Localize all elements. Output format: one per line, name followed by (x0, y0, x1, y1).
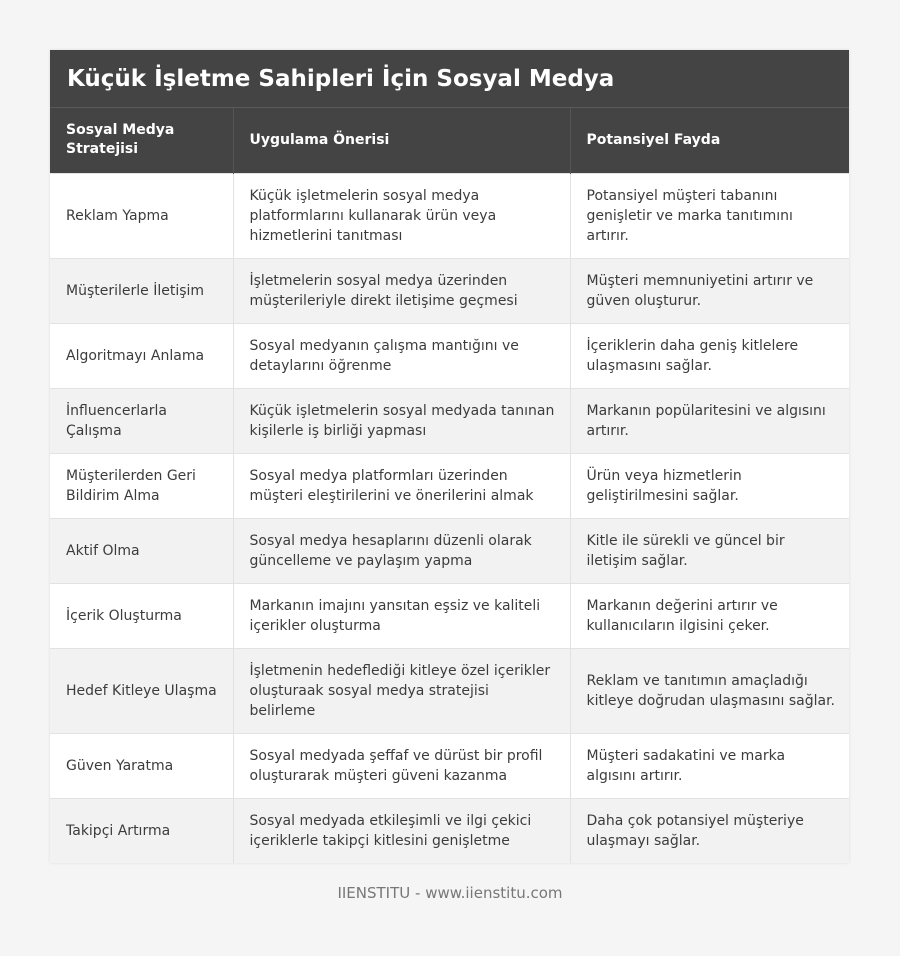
benefit-cell: Markanın popülaritesini ve algısını artırır. (570, 388, 849, 453)
strategy-cell: Müşterilerle İletişim (50, 258, 233, 323)
suggestion-cell: Küçük işletmelerin sosyal medya platformlarını kullanarak ürün veya hizmetlerini tanıtması (233, 173, 570, 258)
benefit-cell: Kitle ile sürekli ve güncel bir iletişim sağlar. (570, 518, 849, 583)
benefit-cell: Potansiyel müşteri tabanını genişletir ve marka tanıtımını artırır. (570, 173, 849, 258)
header-row (50, 108, 849, 173)
strategy-cell: Müşterilerden Geri Bildirim Alma (50, 453, 233, 518)
suggestion-cell: Sosyal medya platformları üzerinden müşteri eleştirilerini ve önerilerini almak (233, 453, 570, 518)
benefit-cell: İçeriklerin daha geniş kitlelere ulaşmasını sağlar. (570, 323, 849, 388)
benefit-cell: Müşteri sadakatini ve marka algısını artırır. (570, 733, 849, 798)
table-row (50, 798, 849, 863)
table-row (50, 648, 849, 733)
benefit-cell: Daha çok potansiyel müşteriye ulaşmayı sağlar. (570, 798, 849, 863)
table-row (50, 583, 849, 648)
table-row (50, 733, 849, 798)
strategy-cell: Hedef Kitleye Ulaşma (50, 648, 233, 733)
benefit-cell: Markanın değerini artırır ve kullanıcıların ilgisini çeker. (570, 583, 849, 648)
column-header-benefit: Potansiyel Fayda (570, 108, 849, 173)
table-row (50, 518, 849, 583)
benefit-cell: Ürün veya hizmetlerin geliştirilmesini sağlar. (570, 453, 849, 518)
strategy-table (50, 108, 849, 863)
suggestion-cell: Sosyal medyada şeffaf ve dürüst bir profil oluşturarak müşteri güveni kazanma (233, 733, 570, 798)
table-title: Küçük İşletme Sahipleri İçin Sosyal Medya (50, 50, 849, 108)
suggestion-cell: Markanın imajını yansıtan eşsiz ve kaliteli içerikler oluşturma (233, 583, 570, 648)
suggestion-cell: Sosyal medyada etkileşimli ve ilgi çekici içeriklerle takipçi kitlesini genişletme (233, 798, 570, 863)
suggestion-cell: Sosyal medyanın çalışma mantığını ve detaylarını öğrenme (233, 323, 570, 388)
strategy-cell: Reklam Yapma (50, 173, 233, 258)
footer-credit: IIENSTITU - www.iienstitu.com (337, 884, 563, 902)
suggestion-cell: Sosyal medya hesaplarını düzenli olarak güncelleme ve paylaşım yapma (233, 518, 570, 583)
strategy-cell: Takipçi Artırma (50, 798, 233, 863)
strategy-cell: İnfluencerlarla Çalışma (50, 388, 233, 453)
benefit-cell: Reklam ve tanıtımın amaçladığı kitleye doğrudan ulaşmasını sağlar. (570, 648, 849, 733)
table-row (50, 388, 849, 453)
column-header-suggestion: Uygulama Önerisi (233, 108, 570, 173)
suggestion-cell: Küçük işletmelerin sosyal medyada tanınan kişilerle iş birliği yapması (233, 388, 570, 453)
table-row (50, 258, 849, 323)
strategy-cell: İçerik Oluşturma (50, 583, 233, 648)
strategy-cell: Algoritmayı Anlama (50, 323, 233, 388)
suggestion-cell: İşletmelerin sosyal medya üzerinden müşterileriyle direkt iletişime geçmesi (233, 258, 570, 323)
suggestion-cell: İşletmenin hedeflediği kitleye özel içerikler oluşturaak sosyal medya stratejisi belirleme (233, 648, 570, 733)
strategy-cell: Güven Yaratma (50, 733, 233, 798)
strategy-cell: Aktif Olma (50, 518, 233, 583)
table-row (50, 173, 849, 258)
column-header-strategy: Sosyal Medya Stratejisi (50, 108, 233, 173)
table-row (50, 323, 849, 388)
benefit-cell: Müşteri memnuniyetini artırır ve güven oluşturur. (570, 258, 849, 323)
table-card (50, 50, 849, 863)
table-row (50, 453, 849, 518)
